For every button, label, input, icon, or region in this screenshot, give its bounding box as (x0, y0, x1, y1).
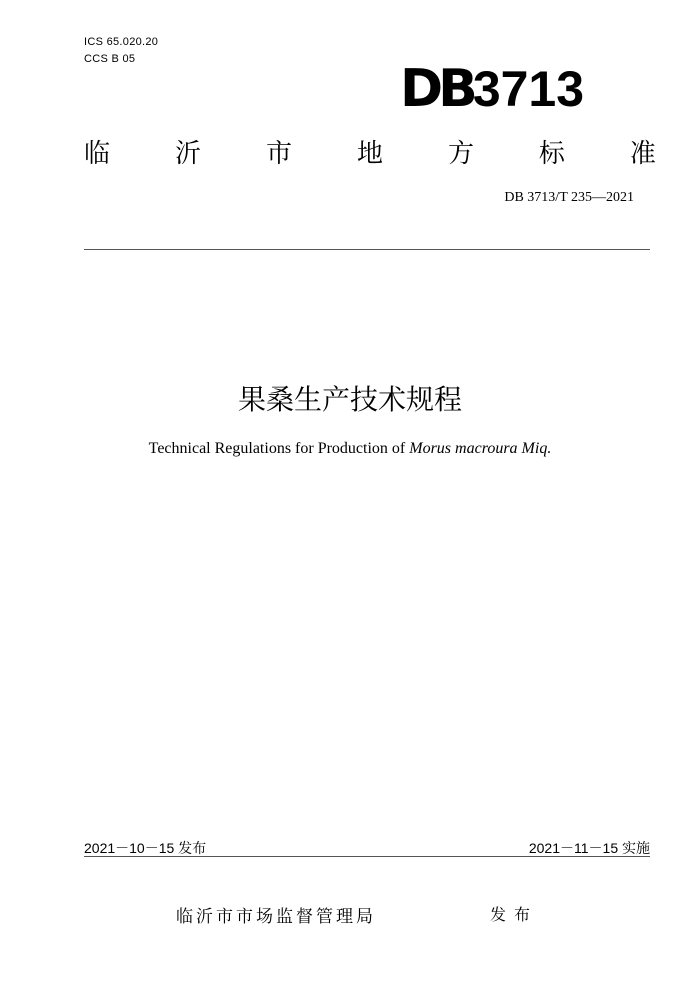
heading-char: 标 (538, 139, 565, 169)
heading-char: 临 (84, 139, 111, 169)
header-divider (84, 249, 650, 250)
publish-label: 发布 (490, 905, 539, 924)
standard-category-heading (84, 136, 656, 172)
document-title-zh: 果桑生产技术规程 (237, 383, 462, 416)
heading-char: 市 (265, 139, 292, 169)
footer-divider (84, 856, 650, 857)
logo-region-code: 3713 (472, 61, 585, 117)
issue-date: 2021－10－15 发布 (84, 840, 207, 856)
heading-char: 准 (629, 139, 656, 169)
heading-char: 沂 (174, 139, 201, 169)
standard-logo (400, 56, 650, 122)
implement-date: 2021－11－15 实施 (528, 840, 650, 856)
document-title-en (0, 440, 700, 458)
heading-char: 方 (447, 139, 474, 169)
ccs-code: CCS B 05 (84, 53, 136, 65)
heading-char: 地 (356, 139, 383, 169)
title-en-text: Technical Regulations for Production of (148, 440, 410, 457)
standard-number: DB 3713/T 235—2021 (504, 190, 634, 205)
issuing-authority: 临沂市市场监督管理局 (176, 907, 376, 927)
ics-code: ICS 65.020.20 (84, 36, 159, 48)
logo-db-mark: DB (400, 59, 473, 119)
species-name: Morus macroura Miq. (409, 440, 552, 457)
